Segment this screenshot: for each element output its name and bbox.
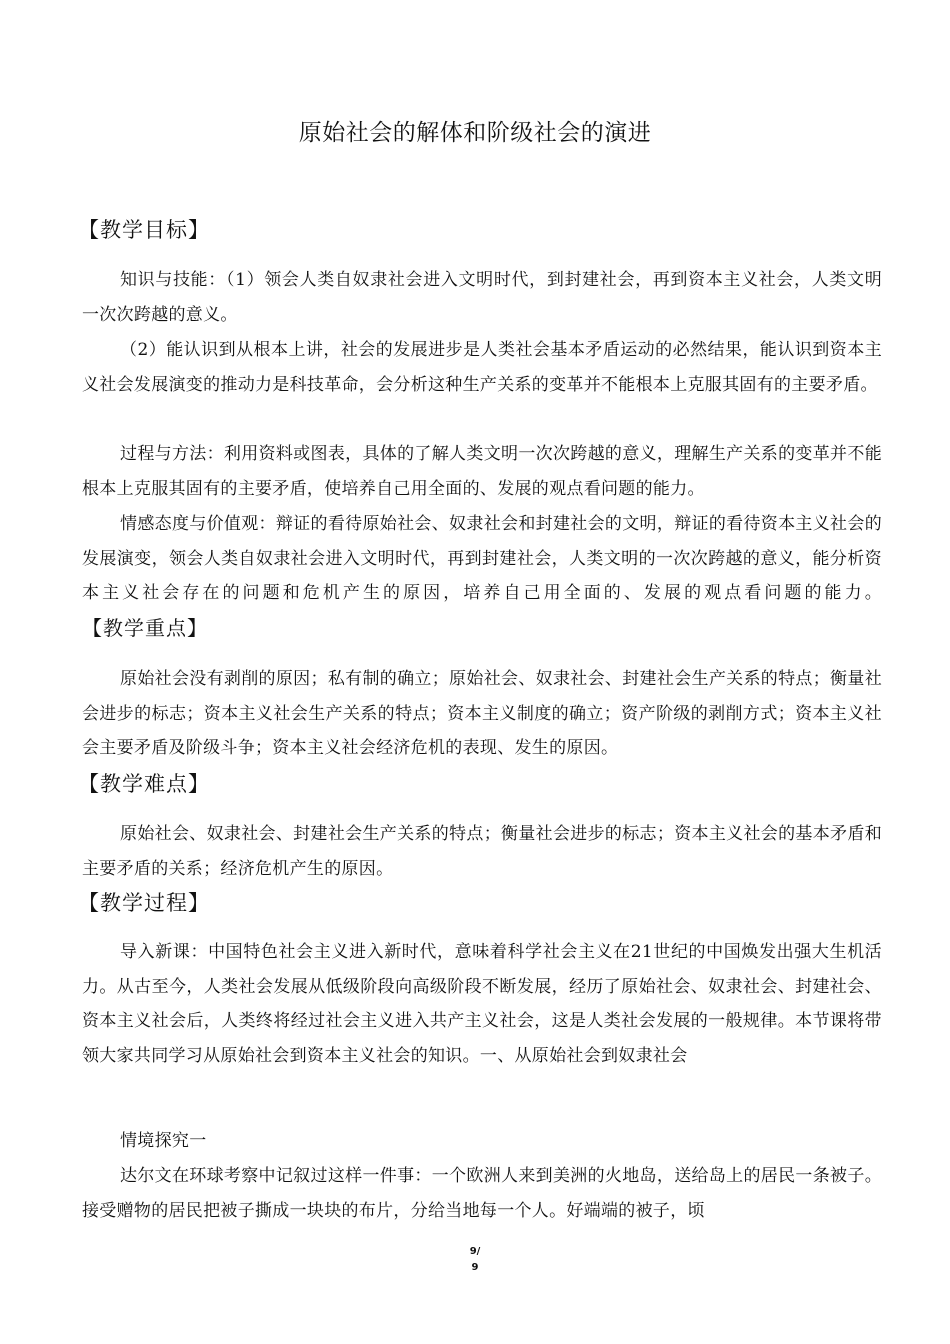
paragraph-intro: 导入新课：中国特色社会主义进入新时代，意味着科学社会主义在21世纪的中国焕发出强大生机活力。从古至今，人类社会发展从低级阶段向高级阶段不断发展，经历了原始社会、奴隶社会、封建社会、资本主义社会后，人类终将经过社会主义进入共产主义社会，这是人类社会发展的一般规律。本节课将带领大家共同学习从原始社会到资本主义社会的知识。一、从原始社会到奴隶社会 (82, 942, 882, 1066)
page-number (0, 1244, 950, 1276)
heading-difficulties: 【教学难点】 (78, 772, 210, 796)
paragraph-emotion (82, 507, 882, 647)
page-title: 原始社会的解体和阶级社会的演进 (298, 120, 652, 146)
paragraph-difficulties: 原始社会、奴隶社会、封建社会生产关系的特点；衡量社会进步的标志；资本主义社会的基本矛盾和主要矛盾的关系；经济危机产生的原因。 (82, 824, 882, 879)
emotion-text: 情感态度与价值观：辩证的看待原始社会、奴隶社会和封建社会的文明，辩证的看待资本主义社会的发展演变，领会人类自奴隶社会进入文明时代，再到封建社会，人类文明的一次次跨越的意义，能分析资本主义社会存在的问题和危机产生的原因，培养自己用全面的、发展的观点看问题的能力。 (82, 514, 882, 603)
paragraph-knowledge: 知识与技能：（1）领会人类自奴隶社会进入文明时代，到封建社会，再到资本主义社会，人类文明一次次跨越的意义。 (82, 270, 882, 325)
heading-key-points: 【教学重点】 (82, 615, 208, 640)
situation-label: 情境探究一 (120, 1131, 207, 1151)
heading-process: 【教学过程】 (78, 891, 210, 915)
paragraph-key-points: 原始社会没有剥削的原因；私有制的确立；原始社会、奴隶社会、封建社会生产关系的特点；衡量社会进步的标志；资本主义社会生产关系的特点；资本主义制度的确立；资产阶级的剥削方式；资本主义社会主要矛盾及阶级斗争；资本主义社会经济危机的表现、发生的原因。 (82, 669, 882, 758)
paragraph-process-method: 过程与方法：利用资料或图表，具体的了解人类文明一次次跨越的意义，理解生产关系的变革并不能根本上克服其固有的主要矛盾，使培养自己用全面的、发展的观点看问题的能力。 (82, 444, 882, 499)
paragraph-situation: 达尔文在环球考察中记叙过这样一件事：一个欧洲人来到美洲的火地岛，送给岛上的居民一条被子。接受赠物的居民把被子撕成一块块的布片，分给当地每一个人。好端端的被子，顷 (82, 1166, 882, 1221)
page-number-total: 9 (471, 1262, 479, 1273)
page-number-current: 9/ (469, 1246, 481, 1257)
heading-objectives: 【教学目标】 (78, 218, 210, 242)
paragraph-ability: （2）能认识到从根本上讲，社会的发展进步是人类社会基本矛盾运动的必然结果，能认识到资本主义社会发展演变的推动力是科技革命，会分析这种生产关系的变革并不能根本上克服其固有的主要矛盾。 (82, 340, 882, 395)
